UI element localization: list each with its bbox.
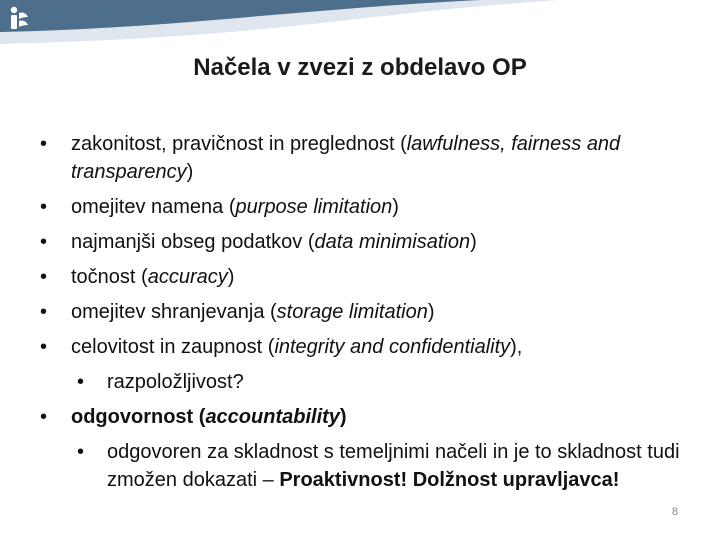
bullet-icon: •	[40, 301, 48, 323]
sub-item-text: odgovoren za skladnost s temeljnimi načeli in je to skladnost tudi zmožen dokazati –	[107, 441, 680, 491]
bullet-text-after: ),	[510, 336, 523, 358]
bullet-text: zakonitost, pravičnost in preglednost (	[71, 133, 407, 155]
bullet-text-italic: storage limitation	[276, 301, 428, 323]
bullet-icon: •	[40, 133, 48, 155]
sub-item-availability	[71, 368, 680, 396]
bullet-icon: •	[40, 406, 48, 428]
sub-item-compliance	[71, 438, 680, 494]
bullet-text-italic: accuracy	[147, 266, 228, 288]
bullet-icon: •	[40, 336, 48, 358]
slide-title: Načela v zvezi z obdelavo OP	[193, 54, 527, 81]
bullet-item-lawfulness	[40, 130, 680, 186]
sub-item-text: razpoložljivost?	[107, 371, 244, 393]
bullet-text-after: )	[427, 301, 435, 323]
bullet-icon: •	[40, 266, 48, 288]
bullet-item-purpose-limitation	[40, 193, 680, 221]
sub-item-text-bold: Proaktivnost! Dolžnost upravljavca!	[279, 469, 620, 491]
sub-list-accountability	[71, 438, 680, 494]
bullet-icon: •	[40, 231, 48, 253]
bullet-text: omejitev namena (	[71, 196, 236, 218]
bullet-item-integrity	[40, 333, 680, 361]
bullet-text: celovitost in zaupnost (	[71, 336, 275, 358]
sub-bullet-icon: •	[77, 441, 85, 463]
bullet-text-italic: integrity and confidentiality	[274, 336, 511, 358]
sub-list-integrity	[71, 368, 680, 396]
bullet-item-accountability	[40, 403, 680, 431]
bullet-text-italic: lawfulness, fairness and transparency	[71, 133, 621, 183]
bullet-text-bold-italic: accountability	[205, 406, 340, 428]
bullet-icon: •	[40, 196, 48, 218]
bullet-text-italic: data minimisation	[314, 231, 471, 253]
bullet-text-after: )	[186, 161, 194, 183]
bullet-text: najmanjši obseg podatkov (	[71, 231, 315, 253]
bullet-text-after: )	[227, 266, 235, 288]
bullet-text-italic: purpose limitation	[235, 196, 393, 218]
logo-icon	[6, 5, 32, 33]
bullet-text: omejitev shranjevanja (	[71, 301, 277, 323]
bullet-text-after: )	[470, 231, 477, 253]
bullet-item-storage-limitation	[40, 298, 680, 326]
bullet-item-accuracy	[40, 263, 680, 291]
header-wave-graphic	[0, 0, 720, 56]
header-band	[0, 0, 720, 56]
bullet-text-bold: odgovornost (	[71, 406, 206, 428]
bullet-item-data-minimisation	[40, 228, 680, 256]
bullet-text-after: )	[392, 196, 399, 218]
bullet-list	[40, 130, 680, 501]
page-number: 8	[671, 506, 678, 518]
bullet-text: točnost (	[71, 266, 148, 288]
bullet-text-bold-after: )	[339, 406, 347, 428]
sub-bullet-icon: •	[77, 371, 85, 393]
